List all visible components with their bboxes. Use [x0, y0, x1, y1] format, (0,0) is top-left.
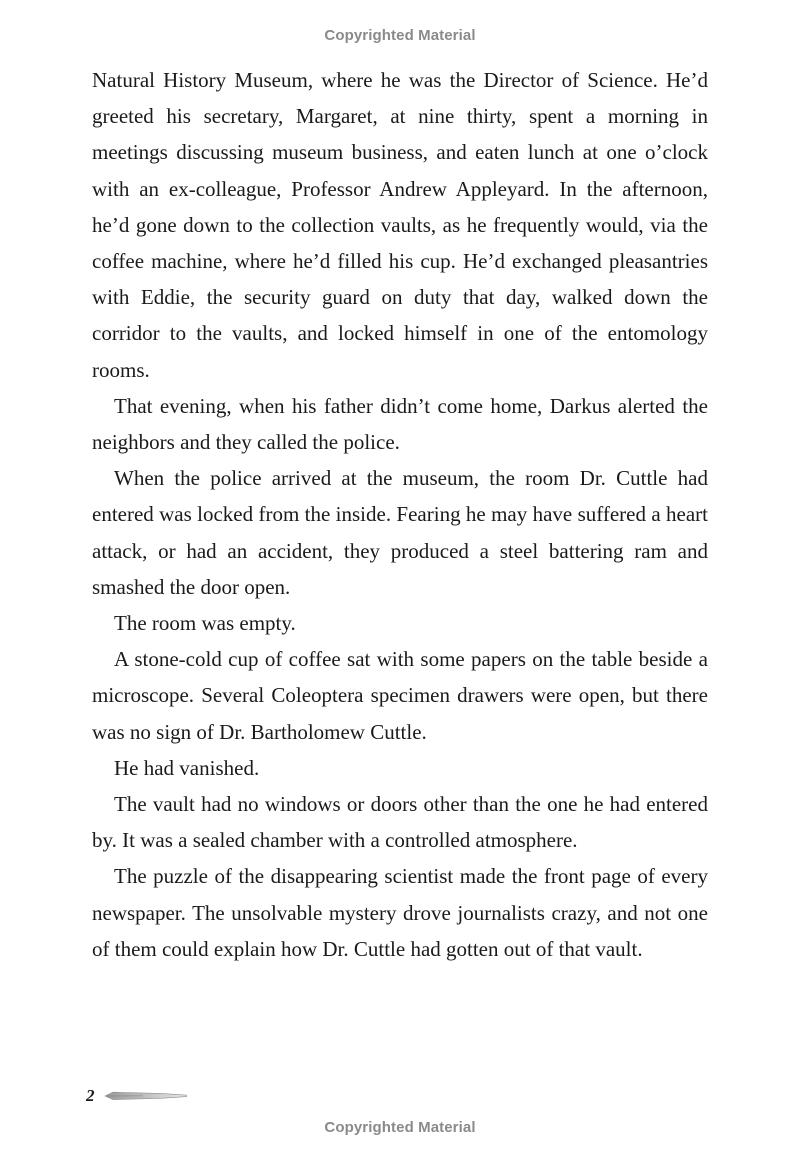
- paragraph: When the police arrived at the museum, the room Dr. Cuttle had entered was locked from the inside. Fearing he may have suffered a heart attack, or had an accident, they produced a steel battering ram and smashed the door open.: [92, 466, 708, 599]
- paragraph: The puzzle of the disappearing scientist made the front page of every newspaper. The unsolvable mystery drove journalists crazy, and not one of them could explain how Dr. Cuttle had gotten out of that vault.: [92, 864, 708, 961]
- paragraph: He had vanished.: [114, 755, 260, 780]
- copyright-watermark-top: Copyrighted Material: [324, 27, 476, 44]
- paragraph: That evening, when his father didn’t come home, Darkus alerted the neighbors and they called the police.: [92, 393, 708, 455]
- copyright-watermark-bottom: Copyrighted Material: [324, 1119, 476, 1136]
- paragraph: A stone-cold cup of coffee sat with some papers on the table beside a microscope. Several Coleoptera specimen drawers were open, but there was no sign of Dr. Bartholomew Cuttle.: [92, 647, 708, 744]
- paragraph: The vault had no windows or doors other than the one he had entered by. It was a sealed chamber with a controlled atmosphere.: [92, 792, 708, 853]
- paragraph: The room was empty.: [114, 611, 296, 636]
- body-text: [92, 62, 708, 967]
- paragraph: Natural History Museum, where he was the Director of Science. He’d greeted his secretary, Margaret, at nine thirty, spent a morning in meetings discussing museum business, and eaten lunch at one o’clock with an ex-colleague, Professor Andrew Appleyard. In the afternoon, he’d gone down to the collection vaults, as he frequently would, via the coffee machine, where he’d filled his cup. He’d exchanged pleasantries with Eddie, the security guard on duty that day, walked down the corridor to the vaults, and locked himself in one of the entomology rooms.: [92, 68, 708, 382]
- page-footer: [86, 1086, 187, 1106]
- page-number: 2: [86, 1086, 95, 1105]
- pen-nib-rule-icon: [103, 1090, 187, 1102]
